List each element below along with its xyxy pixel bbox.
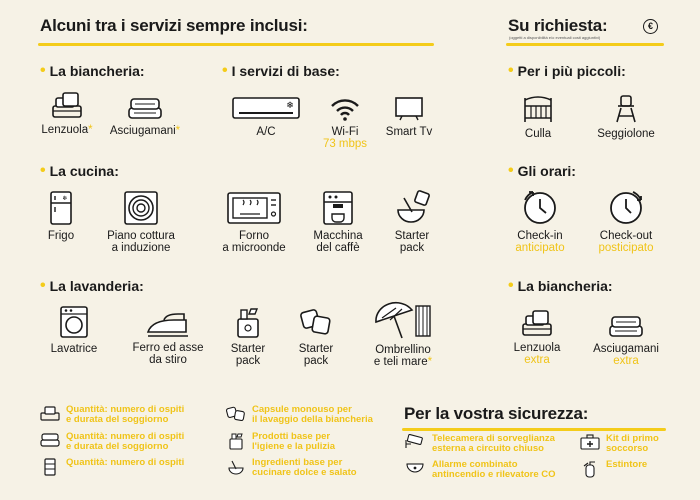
item-asciugamani: Asciugamani* bbox=[104, 95, 186, 137]
item-lenzuola-extra: Lenzuola extra bbox=[506, 308, 568, 366]
sicurezza-underline bbox=[402, 428, 666, 431]
item-smart-tv: Smart Tv bbox=[378, 96, 440, 138]
detergent-capsules-icon bbox=[298, 305, 334, 339]
clock-checkin-icon bbox=[521, 188, 559, 226]
induction-hob-icon bbox=[123, 190, 159, 226]
section-piccoli: • Per i più piccoli: bbox=[508, 62, 626, 79]
towels-icon bbox=[607, 313, 645, 339]
sicurezza-estintore: Estintore bbox=[580, 460, 647, 478]
tv-icon bbox=[394, 96, 424, 122]
mixing-bowl-icon bbox=[226, 458, 246, 476]
cleaning-products-icon bbox=[232, 305, 264, 339]
item-piano-cottura: Piano cottura a induzione bbox=[96, 190, 186, 254]
main-title: Alcuni tra i servizi sempre inclusi: bbox=[40, 16, 308, 35]
euro-icon: € bbox=[643, 19, 658, 34]
item-wifi: Wi-Fi 73 mbps bbox=[310, 96, 380, 150]
bed-sheets-icon bbox=[50, 90, 84, 120]
section-biancheria: • La biancheria: bbox=[40, 62, 145, 79]
beach-umbrella-icon bbox=[372, 300, 434, 340]
towels-icon bbox=[126, 95, 164, 121]
fire-extinguisher-icon bbox=[580, 460, 600, 478]
cleaning-products-icon bbox=[226, 432, 246, 450]
item-lenzuola: Lenzuola* bbox=[38, 90, 96, 136]
svg-text:❄: ❄ bbox=[62, 195, 68, 202]
wifi-icon bbox=[330, 96, 360, 122]
cctv-camera-icon bbox=[404, 434, 426, 450]
towels-icon bbox=[40, 432, 60, 448]
microwave-icon bbox=[226, 190, 282, 226]
item-ferro-asse: Ferro ed asse da stiro bbox=[122, 312, 214, 366]
section-sicurezza: Per la vostra sicurezza: bbox=[404, 404, 589, 423]
item-starter-pack-lav1: Starter pack bbox=[220, 305, 276, 367]
section-servizi-base: • I servizi di base: bbox=[222, 62, 340, 79]
item-macchina-caffe: Macchina del caffè bbox=[302, 190, 374, 254]
legend-guests: Quantità: numero di ospiti bbox=[40, 458, 184, 476]
item-ac: ❄ A/C bbox=[228, 96, 304, 138]
svg-text:❄: ❄ bbox=[286, 101, 294, 111]
item-check-out: Check-out posticipato bbox=[588, 188, 664, 254]
washing-machine-icon bbox=[59, 305, 89, 339]
detergent-capsules-icon bbox=[226, 405, 246, 423]
legend-towels: Quantità: numero di ospiti e durata del soggiorno bbox=[40, 432, 184, 452]
item-culla: Culla bbox=[508, 94, 568, 140]
clock-checkout-icon bbox=[607, 188, 645, 226]
first-aid-kit-icon bbox=[580, 434, 600, 450]
bed-sheets-icon bbox=[40, 405, 60, 421]
item-asciugamani-extra: Asciugamani extra bbox=[586, 313, 666, 367]
sicurezza-kit: Kit di primo soccorso bbox=[580, 434, 659, 454]
item-seggiolone: Seggiolone bbox=[586, 94, 666, 140]
item-lavatrice: Lavatrice bbox=[38, 305, 110, 355]
high-chair-icon bbox=[613, 94, 639, 124]
on-request-underline bbox=[506, 43, 664, 46]
on-request-title: Su richiesta: bbox=[508, 16, 608, 35]
mixing-bowl-icon bbox=[392, 190, 432, 226]
section-lavanderia: • La lavanderia: bbox=[40, 277, 144, 294]
section-orari: • Gli orari: bbox=[508, 162, 576, 179]
sicurezza-allarme: Allarme combinato antincendio e rilevatore CO bbox=[404, 460, 556, 480]
item-starter-pack-cucina: Starter pack bbox=[378, 190, 446, 254]
item-check-in: Check-in anticipato bbox=[506, 188, 574, 254]
item-starter-pack-lav2: Starter pack bbox=[288, 305, 344, 367]
item-ombrellino: Ombrellino e teli mare* bbox=[366, 300, 440, 368]
section-biancheria-extra: • La biancheria: bbox=[508, 277, 613, 294]
coffee-machine-icon bbox=[320, 190, 356, 226]
item-forno: Forno a microonde bbox=[212, 190, 296, 254]
smoke-detector-icon bbox=[404, 460, 426, 476]
legend-sheets: Quantità: numero di ospiti e durata del soggiorno bbox=[40, 405, 184, 425]
bed-sheets-icon bbox=[520, 308, 554, 338]
legend-ingredients: Ingredienti base per cucinare dolce e salato bbox=[226, 458, 357, 478]
towel-roll-icon bbox=[40, 458, 60, 476]
title-underline bbox=[38, 43, 434, 46]
section-cucina: • La cucina: bbox=[40, 162, 119, 179]
iron-icon bbox=[144, 312, 192, 338]
on-request-note: (oggetti a disponibilità e/o eventuali costi aggiuntivi) bbox=[509, 35, 601, 40]
legend-capsules: Capsule monouso per il lavaggio della biancheria bbox=[226, 405, 373, 425]
legend-hygiene: Prodotti base per l'igiene e la pulizia bbox=[226, 432, 335, 452]
item-frigo: ❄ Frigo bbox=[38, 190, 84, 242]
crib-icon bbox=[522, 94, 554, 124]
fridge-icon bbox=[48, 190, 74, 226]
air-conditioner-icon bbox=[231, 96, 301, 122]
sicurezza-camera: Telecamera di sorveglianza esterna a circuito chiuso bbox=[404, 434, 555, 454]
